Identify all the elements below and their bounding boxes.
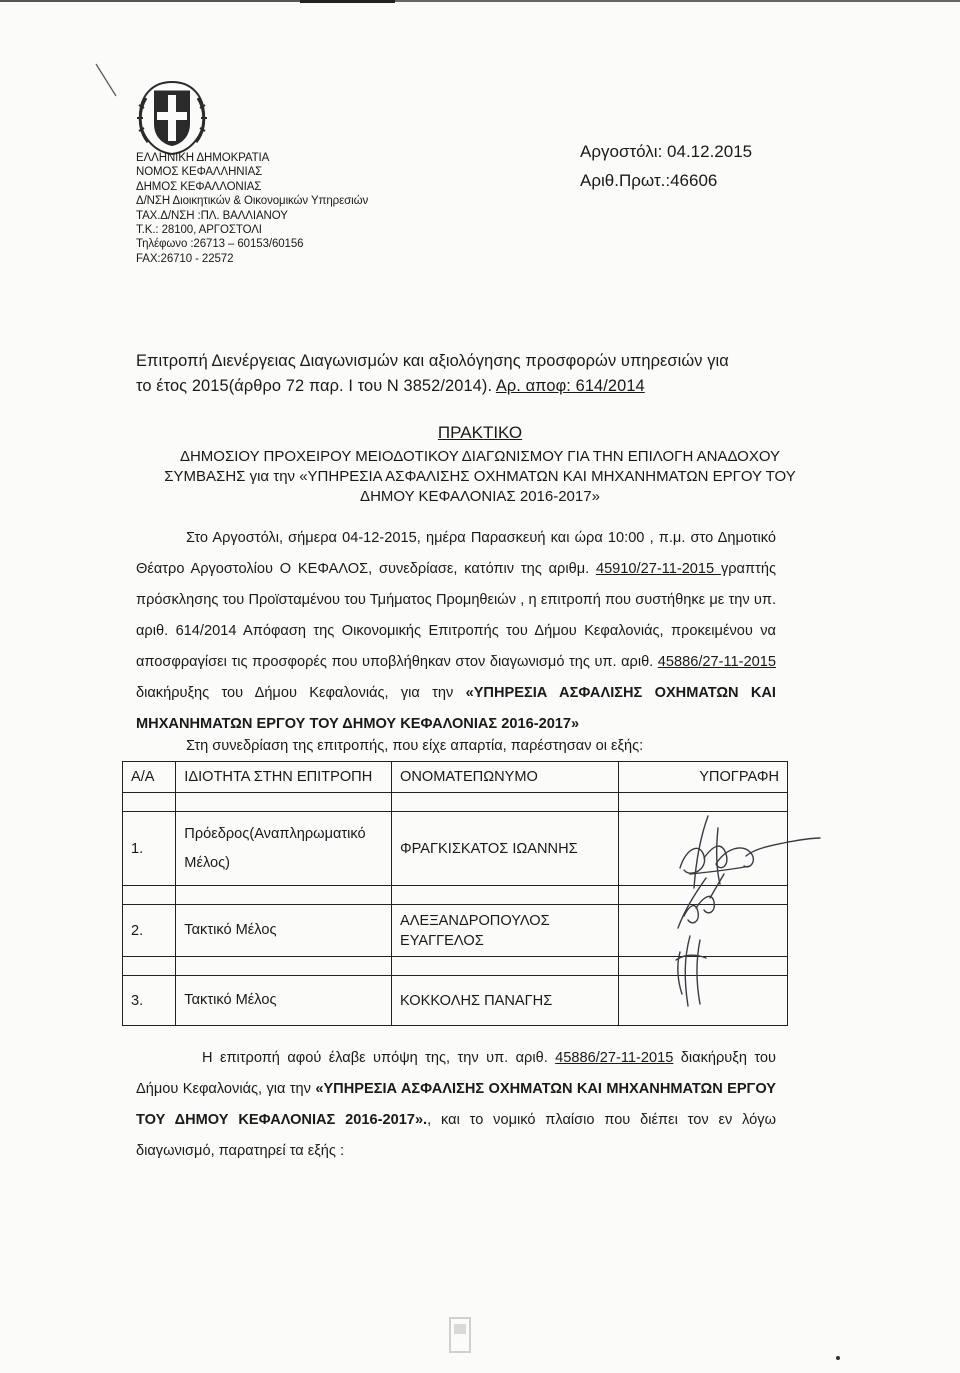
document-title: ΠΡΑΚΤΙΚΟ [437, 423, 523, 442]
document-heading [120, 447, 840, 507]
subject-line-1: Επιτροπή Διενέργειας Διαγωνισμών και αξιολόγησης προσφορών υπηρεσιών για [136, 352, 729, 370]
issuer-line: Τ.Κ.: 28100, ΑΡΓΟΣΤΟΛΙ [136, 224, 262, 237]
scan-top-edge [0, 0, 960, 4]
issuer-line: ΤΑΧ.Δ/ΝΣΗ :ΠΛ. ΒΑΛΛΙΑΝΟΥ [136, 209, 288, 222]
body-text: διακήρυξης του Δήμου Κεφαλονιάς, για την [136, 685, 466, 701]
table-row [123, 812, 788, 886]
date-label: Αργοστόλι: [580, 142, 663, 161]
body-text: Στο Αργοστόλι, σήμερα 04-12-2015, ημέρα Παρασκευή και ώρα 10:00 , π.μ. στο Δημοτικό Θέατρο Αργοστολίου Ο ΚΕΦΑΛΟΣ, συνεδρίασε, κατόπιν της αριθμ. [136, 530, 776, 577]
row-number: 1. [123, 812, 176, 886]
member-name: ΦΡΑΓΚΙΣΚΑΤΟΣ ΙΩΑΝΝΗΣ [391, 812, 618, 886]
issuer-line: Δ/ΝΣΗ Διοικητικών & Οικονομικών Υπηρεσιών [136, 195, 369, 208]
issuer-line: Τηλέφωνο :26713 – 60153/60156 [136, 238, 304, 251]
table-gap-row [123, 793, 788, 812]
column-header: ΥΠΟΓΡΑΦΗ [619, 762, 788, 793]
date-value: 04.12.2015 [667, 142, 753, 161]
issuer-block [136, 151, 368, 266]
body-paragraph-2: Στη συνεδρίαση της επιτροπής, που είχε απαρτία, παρέστησαν οι εξής: [186, 738, 644, 754]
body-text: Η επιτροπή αφού έλαβε υπόψη της, την υπ. αριθ. [202, 1050, 556, 1066]
column-header: ΟΝΟΜΑΤΕΠΩΝΥΜΟ [391, 762, 618, 793]
table-row [123, 905, 788, 957]
tender-reference: 45886/27-11-2015 [555, 1050, 674, 1066]
subject-line-2: το έτος 2015(άρθρο 72 παρ. Ι του Ν 3852/2014). [136, 377, 496, 395]
table-header-row [123, 762, 788, 793]
issuer-line: ΝΟΜΟΣ ΚΕΦΑΛΛΗΝΙΑΣ [136, 166, 263, 179]
column-header: Α/Α [123, 762, 176, 793]
member-name: ΑΛΕΞΑΝΔΡΟΠΟΥΛΟΣ ΕΥΑΓΓΕΛΟΣ [391, 905, 618, 957]
signature-cell [619, 812, 788, 886]
heading-line: ΣΥΜΒΑΣΗΣ για την «ΥΠΗΡΕΣΙΑ ΑΣΦΑΛΙΣΗΣ ΟΧΗΜΑΤΩΝ ΚΑΙ ΜΗΧΑΝΗΜΑΤΩΝ ΕΡΓΟΥ ΤΟΥ [164, 468, 796, 485]
issuer-line: ΕΛΛΗΝΙΚΗ ΔΗΜΟΚΡΑΤΙΑ [136, 152, 270, 164]
body-text: , και το νομικό πλαίσιο που διέπει τον εν λόγω διαγωνισμό, παρατηρεί τα εξής : [136, 1112, 776, 1159]
signature-cell [619, 905, 788, 957]
protocol-number: Αριθ.Πρωτ.:46606 [580, 171, 718, 190]
body-text: γραπτής πρόσκλησης του Προϊσταμένου του Τμήματος Προμηθειών , η επιτροπή που συστήθηκε με την υπ. αριθ. 614/2014 Απόφαση της Οικονομικής Επιτροπής του Δήμου Κεφαλονιάς, προκειμένου να αποσφραγίσει τις προσφορές που υποβλήθηκαν στον διαγωνισμό της υπ. αριθ. [136, 561, 776, 670]
heading-line: ΔΗΜΟΣΙΟΥ ΠΡΟΧΕΙΡΟΥ ΜΕΙΟΔΟΤΙΚΟΥ ΔΙΑΓΩΝΙΣΜΟΥ ΓΙΑ ΤΗΝ ΕΠΙΛΟΓΗ ΑΝΑΔΟΧΟΥ [179, 448, 781, 465]
closing-paragraph [136, 1043, 776, 1167]
scan-speck [836, 1356, 840, 1360]
committee-table [122, 761, 788, 1026]
issuer-line: FAX:26710 - 22572 [136, 252, 234, 265]
invitation-reference: 45910/27-11-2015 [595, 561, 721, 577]
signature-cell [619, 976, 788, 1026]
row-number: 3. [123, 976, 176, 1026]
tender-title: «ΥΠΗΡΕΣΙΑ ΑΣΦΑΛΙΣΗΣ ΟΧΗΜΑΤΩΝ ΚΑΙ ΜΗΧΑΝΗΜΑΤΩΝ ΕΡΓΟΥ ΤΟΥ ΔΗΜΟΥ ΚΕΦΑΛΟΝΙΑΣ 2016-2017» [136, 685, 776, 732]
issuer-line: ΔΗΜΟΣ ΚΕΦΑΛΛΟΝΙΑΣ [136, 180, 262, 193]
member-role: Τακτικό Μέλος [176, 905, 392, 957]
heading-line: ΔΗΜΟΥ ΚΕΦΑΛΟΝΙΑΣ 2016-2017» [360, 488, 600, 505]
body-paragraph-1 [136, 523, 776, 740]
document-meta [580, 137, 752, 195]
member-name: ΚΟΚΚΟΛΗΣ ΠΑΝΑΓΗΣ [391, 976, 618, 1026]
scan-artifact [446, 1316, 476, 1356]
row-number: 2. [123, 905, 176, 957]
table-gap-row [123, 957, 788, 976]
member-role: Πρόεδρος(Αναπληρωματικό Μέλος) [176, 812, 392, 886]
greek-coat-of-arms-icon [132, 78, 212, 158]
scan-mark [94, 62, 124, 102]
table-row [123, 976, 788, 1026]
tender-reference: 45886/27-11-2015 [657, 654, 776, 670]
column-header: ΙΔΙΟΤΗΤΑ ΣΤΗΝ ΕΠΙΤΡΟΠΗ [176, 762, 392, 793]
tender-title: «ΥΠΗΡΕΣΙΑ ΑΣΦΑΛΙΣΗΣ ΟΧΗΜΑΤΩΝ ΚΑΙ ΜΗΧΑΝΗΜΑΤΩΝ ΕΡΓΟΥ ΤΟΥ ΔΗΜΟΥ ΚΕΦΑΛΟΝΙΑΣ 2016-2017». [136, 1081, 777, 1128]
member-role: Τακτικό Μέλος [176, 976, 392, 1026]
table-gap-row [123, 886, 788, 905]
decision-number: Αρ. αποφ: 614/2014 [495, 377, 645, 395]
subject-block [136, 349, 836, 399]
body-text: διακήρυξη του Δήμου Κεφαλονιάς, για την [136, 1050, 777, 1097]
